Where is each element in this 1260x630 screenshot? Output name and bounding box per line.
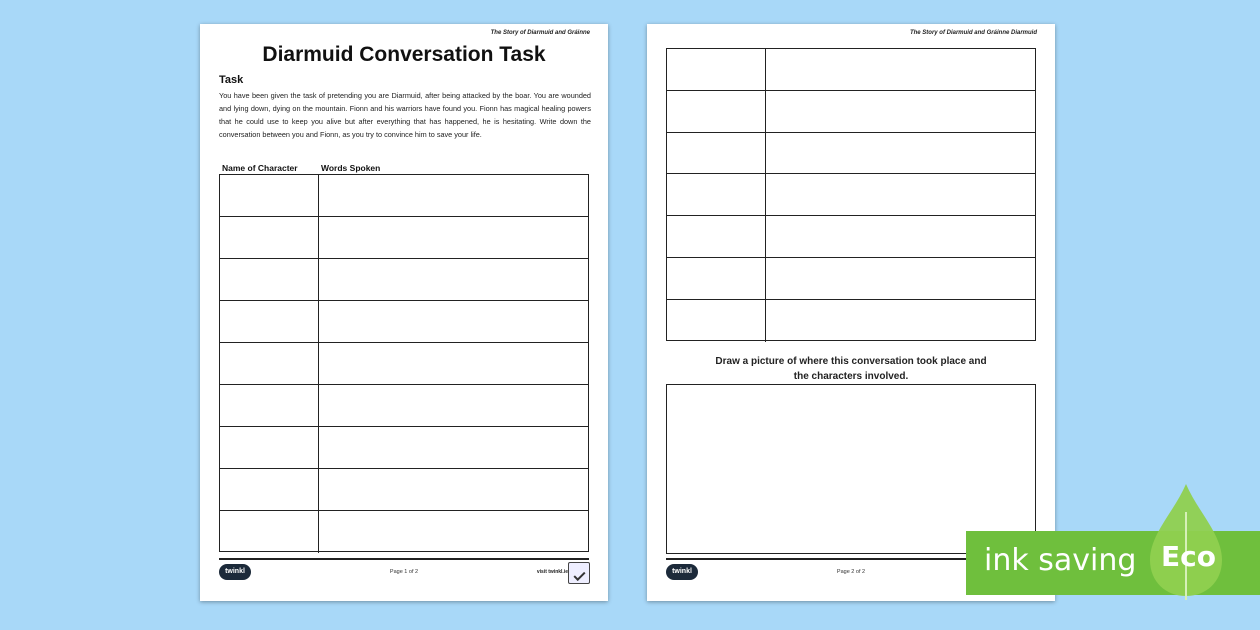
table-row (220, 343, 588, 385)
words-spoken-cell (319, 175, 588, 216)
drawing-instructions-line-2: the characters involved. (793, 371, 909, 382)
words-spoken-cell (319, 511, 588, 553)
table-row (667, 300, 1035, 342)
character-name-cell (220, 511, 319, 553)
character-name-cell (220, 259, 319, 300)
table-row (220, 469, 588, 511)
eco-label: Eco (1161, 540, 1216, 573)
footer-divider (219, 558, 589, 560)
character-name-cell (220, 385, 319, 426)
character-name-cell (667, 91, 766, 132)
words-spoken-cell (319, 259, 588, 300)
twinkl-logo: twinkl (219, 564, 251, 580)
conversation-table (219, 174, 589, 552)
worksheet-page-1 (200, 24, 608, 601)
task-heading: Task (219, 74, 244, 86)
words-spoken-cell (766, 258, 1035, 299)
column-header-words: Words Spoken (321, 163, 381, 173)
worksheet-page-2 (647, 24, 1055, 601)
words-spoken-cell (766, 133, 1035, 174)
character-name-cell (220, 343, 319, 384)
drawing-box (666, 384, 1036, 554)
character-name-cell (220, 301, 319, 342)
drawing-instructions-line-1: Draw a picture of where this conversation took place and (715, 356, 987, 367)
table-row (667, 91, 1035, 133)
character-name-cell (667, 133, 766, 174)
character-name-cell (667, 300, 766, 342)
table-row (220, 385, 588, 427)
checked-badge-icon (568, 562, 590, 584)
character-name-cell (667, 216, 766, 257)
table-row (220, 259, 588, 301)
character-name-cell (220, 175, 319, 216)
table-row (667, 133, 1035, 175)
words-spoken-cell (766, 91, 1035, 132)
table-row (667, 258, 1035, 300)
table-row (667, 49, 1035, 91)
character-name-cell (220, 217, 319, 258)
page-number: Page 2 of 2 (836, 569, 866, 575)
task-instructions: You have been given the task of pretending you are Diarmuid, after being attacked by the boar. You are wounded and lying down, dying on the mountain. Fionn and his warriors have found you. Fionn has magical healing powers that he could use to keep you alive but after everything that has happened, he is hesitating. Write down the conversation between you and Fionn, as you try to convince him to save your life. (219, 91, 591, 139)
table-row (220, 217, 588, 259)
ink-saving-label: ink saving (984, 543, 1137, 578)
words-spoken-cell (319, 385, 588, 426)
words-spoken-cell (319, 301, 588, 342)
conversation-table-continued (666, 48, 1036, 341)
character-name-cell (667, 258, 766, 299)
drawing-instructions (687, 354, 1015, 384)
table-row (220, 175, 588, 217)
table-row (667, 216, 1035, 258)
character-name-cell (667, 174, 766, 215)
words-spoken-cell (766, 49, 1035, 90)
page-header: The Story of Diarmuid and Gráinne Diarmuid (909, 30, 1037, 36)
twinkl-logo: twinkl (666, 564, 698, 580)
words-spoken-cell (319, 427, 588, 468)
page-header: The Story of Diarmuid and Gráinne (490, 30, 590, 36)
words-spoken-cell (319, 469, 588, 510)
table-row (667, 174, 1035, 216)
character-name-cell (220, 469, 319, 510)
column-header-name: Name of Character (222, 163, 298, 173)
words-spoken-cell (319, 217, 588, 258)
table-row (220, 427, 588, 469)
words-spoken-cell (319, 343, 588, 384)
table-row (220, 511, 588, 553)
visit-link: visit twinkl.ie (536, 569, 568, 575)
words-spoken-cell (766, 216, 1035, 257)
page-title: Diarmuid Conversation Task (262, 43, 546, 66)
words-spoken-cell (766, 300, 1035, 342)
character-name-cell (667, 49, 766, 90)
table-row (220, 301, 588, 343)
character-name-cell (220, 427, 319, 468)
page-number: Page 1 of 2 (389, 569, 419, 575)
words-spoken-cell (766, 174, 1035, 215)
